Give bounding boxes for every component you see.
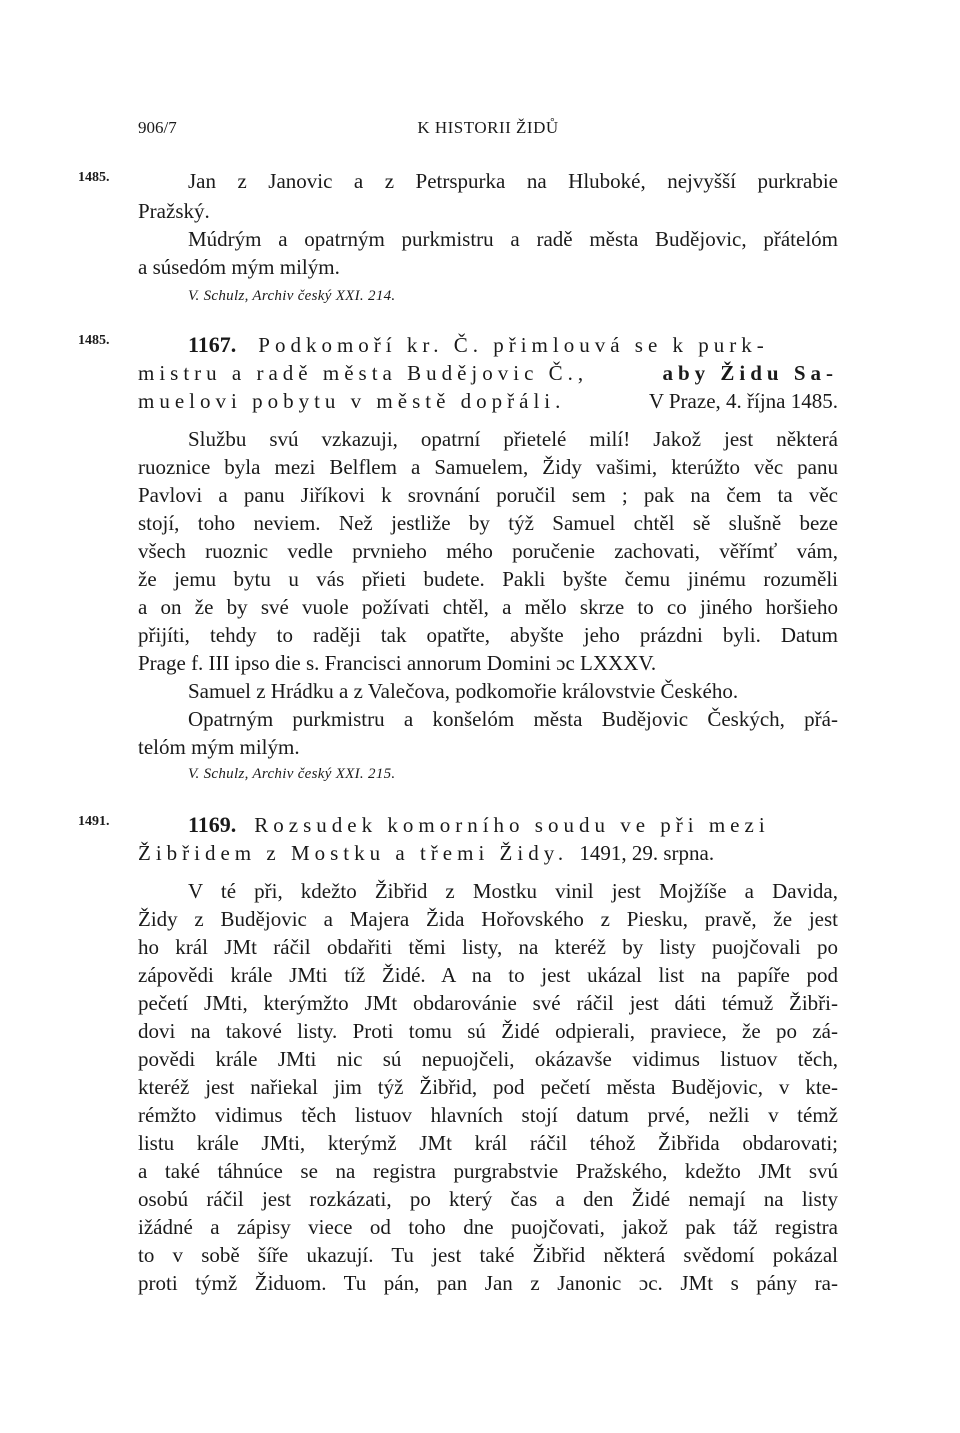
text-line: Samuel z Hrádku a z Valečova, podkomořie královstvie Českého. [188, 679, 739, 703]
text-line: telóm mým milým. [138, 735, 300, 759]
text-line: Múdrým a opatrným purkmistru a radě města Budějovic, přátelóm [188, 227, 838, 251]
entry-heading-line [138, 386, 838, 416]
text-line: Židy z Budějovic a Majera Žida Hořovského z Piesku, pravě, že jest [138, 907, 838, 931]
running-title: K HISTORII ŽIDŮ [417, 118, 559, 137]
entry-date: V Praze, 4. října 1485. [648, 389, 838, 413]
entry-heading-text: Žibřidem z Mostku a třemi Židy. [138, 841, 569, 865]
text-line: Pražský. [138, 199, 210, 223]
text-line: všech ruoznic vedle prvnieho mého poručenie zachovati, věřímť vám, [138, 539, 838, 563]
text-line: ruoznice byla mezi Belflem a Samuelem, Židy vašimi, kterúžto věc panu [138, 455, 838, 479]
text-line: a súsedóm mým milým. [138, 255, 340, 279]
text-line: Službu svú vzkazuji, opatrní přietelé milí! Jakož jest některá [188, 427, 838, 451]
running-header [138, 118, 838, 142]
text-line: ho král JMt ráčil obdařiti těmi listy, na kteréž by listy puojčovali po [138, 935, 838, 959]
entry-heading-text: Rozsudek komorního soudu ve při mezi [254, 813, 770, 837]
text-line: povědi krále JMti nic sú nepuojčeli, okázavše vidimus listuov těch, [138, 1047, 838, 1071]
source-citation: V. Schulz, Archiv český XXI. 215. [188, 766, 396, 782]
text-line: V té při, kdežto Žibřid z Mostku vinil jest Mojžíše a Davida, [188, 879, 838, 903]
entry-heading-line [138, 358, 838, 388]
text-line: Prage f. III ipso die s. Francisci annorum Domini ɔc LXXXV. [138, 651, 657, 675]
text-line: dovi na takové listy. Proti tomu sú Židé odpierali, praviece, že po zá- [138, 1019, 838, 1043]
entry-heading [188, 330, 838, 360]
text-line: Pavlovi a panu Jiříkovi k srovnání poručil sem ; pak na čem ta věc [138, 483, 838, 507]
text-line: proti týmž Židuom. Tu pán, pan Jan z Janonic ɔc. JMt s pány ra- [138, 1271, 838, 1295]
entry-heading-text: Podkomoří kr. Č. přimlouvá se k purk- [258, 333, 769, 357]
text-line: to v sobě šíře ukazují. Tu jest také Žibřid některá svědomí pokázal [138, 1243, 838, 1267]
entry-heading [188, 810, 838, 840]
text-line: listu krále JMti, kterýmž JMt král ráčil téhož Žibřida obdarovati; [138, 1131, 838, 1155]
entry-number: 1169. [188, 812, 237, 837]
text-line: zápovědi krále JMti tíž Židé. A na to jest ukázal list na papíře pod [138, 963, 838, 987]
entry-heading-text: aby Židu Sa- [662, 361, 838, 385]
entry-number: 1167. [188, 332, 237, 357]
entry-date: 1491, 29. srpna. [579, 841, 715, 865]
margin-year: 1485. [78, 333, 110, 348]
entry-heading-text: mistru a radě města Budějovic Č., [138, 361, 589, 385]
text-line: osobú ráčil jest rozkázati, po který čas a den Židé nemají na listy [138, 1187, 838, 1211]
text-line: Jan z Janovic a z Petrspurka na Hluboké, nejvyšší purkrabie [188, 169, 838, 193]
text-line: kteréž jest nařiekal jim týž Žibřid, pod pečetí města Budějovic, v kte- [138, 1075, 838, 1099]
source-citation: V. Schulz, Archiv český XXI. 214. [188, 288, 396, 304]
margin-year: 1491. [78, 814, 110, 829]
text-line: ižádné a zápisy viece od toho dne puojčovati, jakož pak táž registra [138, 1215, 838, 1239]
text-line: a on že by své vuole požívati chtěl, a mělo skrze to co jiného horšieho [138, 595, 838, 619]
text-line: že jemu bytu u vás přieti budete. Pakli byšte čemu jinému rozuměli [138, 567, 838, 591]
entry-heading-text: muelovi pobytu v městě dopřáli. [138, 389, 566, 413]
text-line: Opatrným purkmistru a konšelóm města Budějovic Českých, přá- [188, 707, 838, 731]
text-line: stojí, toho neviem. Než jestliže by týž Samuel chtěl sě slušně beze [138, 511, 838, 535]
text-line: rémžto vidimus těch listuov hlavních stojí datum prvé, nežli v témž [138, 1103, 838, 1127]
page-number: 906/7 [138, 118, 177, 137]
margin-year: 1485. [78, 170, 110, 185]
text-line: a také táhnúce se na registra purgrabstvie Pražského, kdežto JMt svú [138, 1159, 838, 1183]
text-line: přijíti, tehdy to raději tak opatřte, abyšte jeho prázdni byli. Datum [138, 623, 838, 647]
entry-heading-line [138, 838, 838, 868]
text-line: pečetí JMti, kterýmžto JMt obdarovánie své ráčil jest dáti témuž Žibři- [138, 991, 838, 1015]
